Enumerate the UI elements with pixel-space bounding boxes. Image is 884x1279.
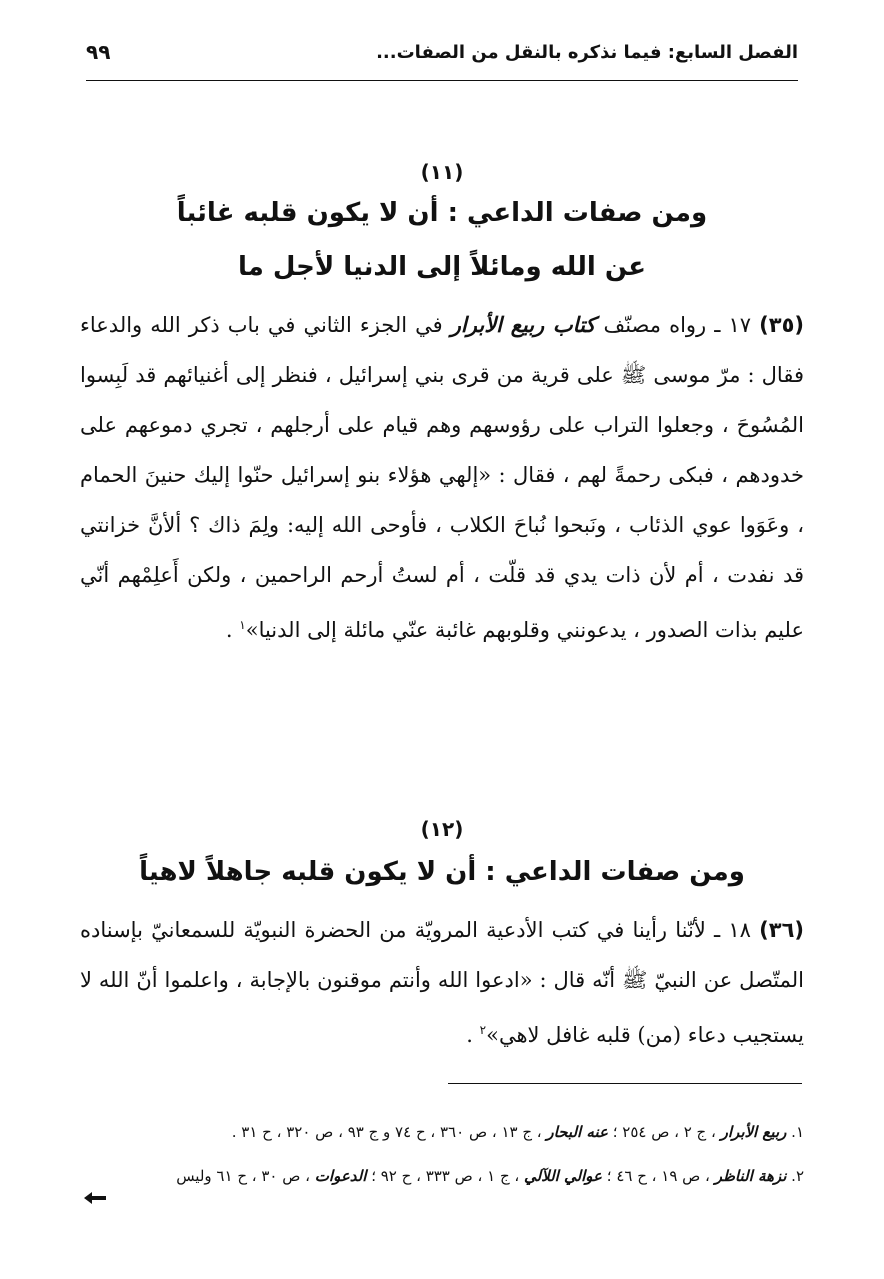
footnote-text: ، ص ٣٠ ، ح ٦١ وليس xyxy=(176,1167,311,1185)
paragraph xyxy=(80,905,804,1060)
footnote-text: ، ج ١ ، ص ٣٣٣ ، ح ٩٢ ؛ xyxy=(371,1167,520,1185)
footnote-number: ٢. xyxy=(791,1167,804,1185)
page-number: ٩٩ xyxy=(86,40,111,64)
book-title: كتاب ربيع الأبرار xyxy=(450,312,596,337)
footnote-number: ١. xyxy=(791,1123,804,1141)
paragraph xyxy=(80,300,804,655)
footnotes xyxy=(80,1110,804,1198)
paragraph-end: . xyxy=(466,1023,480,1047)
footnote-marker: ٢ xyxy=(479,1023,487,1037)
footnote-text: ، ج ٢ ، ص ٢٥٤ ؛ xyxy=(612,1123,716,1141)
book-title: الدعوات xyxy=(314,1167,367,1185)
left-arrow-icon xyxy=(84,1192,106,1204)
paragraph-lead: ١٧ ـ رواه مصنّف xyxy=(603,313,752,337)
hadith-ref: (٣٦) xyxy=(759,918,804,942)
footnote xyxy=(80,1154,804,1198)
section-heading: ومن صفات الداعي : أن لا يكون قلبه جاهلاً لاهياً xyxy=(139,857,745,887)
header-divider xyxy=(86,80,798,81)
paragraph-end: . xyxy=(225,618,240,642)
hadith-ref: (٣٥) xyxy=(759,313,804,337)
section-heading-continued: عن الله ومائلاً إلى الدنيا لأجل ما xyxy=(237,252,647,282)
paragraph-text: في الجزء الثاني في باب ذكر الله والدعاء فقال : مرّ موسى ﷺ على قرية من قرى بني إسرائيل ، فنظر إلى أغنيائهم قد لَبِسوا المُسُوحَ ، وجعلوا التراب على رؤوسهم وهم قيام على أرجلهم ، تجري دموعهم على خدودهم ، فبكى رحمةً لهم ، فقال : «إلهي هؤلاء بنو إسرائيل حنّوا إليك حنينَ الحمام ، وعَوَوا عوي الذئاب ، ونَبحوا نُباحَ الكلاب ، فأوحى الله إليه: ولِمَ ذاك ؟ ألأنَّ خزانتي قد نفدت ، أم لأن ذات يدي قد قلّت ، أم لستُ أرحم الراحمين ، ولكن أَعلِمْهم أنّي عليم بذات الصدور ، يدعونني وقلوبهم غائبة عنّي مائلة إلى الدنيا» xyxy=(80,313,804,642)
book-title: عنه البحار xyxy=(546,1123,608,1141)
book-title: عوالي اللآلي xyxy=(524,1167,602,1185)
footnote-marker: ١ xyxy=(239,618,246,632)
book-title: نزهة الناظر xyxy=(714,1167,787,1185)
footnote-text: ، ج ١٣ ، ص ٣٦٠ ، ح ٧٤ و ج ٩٣ ، ص ٣٢٠ ، ح ٣١ . xyxy=(231,1123,542,1141)
footnote-divider xyxy=(448,1083,802,1084)
footnote-text: ، ص ١٩ ، ح ٤٦ ؛ xyxy=(606,1167,710,1185)
paragraph-text: ١٨ ـ لأنّنا رأينا في كتب الأدعية المرويّة من الحضرة النبويّة للسمعانيّ بإسناده المتّصل عن النبيّ ﷺ أنّه قال : «ادعوا الله وأنتم موقنون بالإجابة ، واعلموا أنّ الله لا يستجيب دعاء (من) قلبه غافل لاهي» xyxy=(80,918,804,1047)
running-header xyxy=(86,38,798,78)
book-title: ربيع الأبرار xyxy=(720,1123,787,1141)
section-number: (١٢) xyxy=(420,817,464,841)
chapter-title: الفصل السابع: فيما نذكره بالنقل من الصفات... xyxy=(376,42,798,63)
section-number: (١١) xyxy=(420,160,464,184)
section-heading: ومن صفات الداعي : أن لا يكون قلبه غائباً xyxy=(176,198,708,228)
footnote xyxy=(80,1110,804,1154)
